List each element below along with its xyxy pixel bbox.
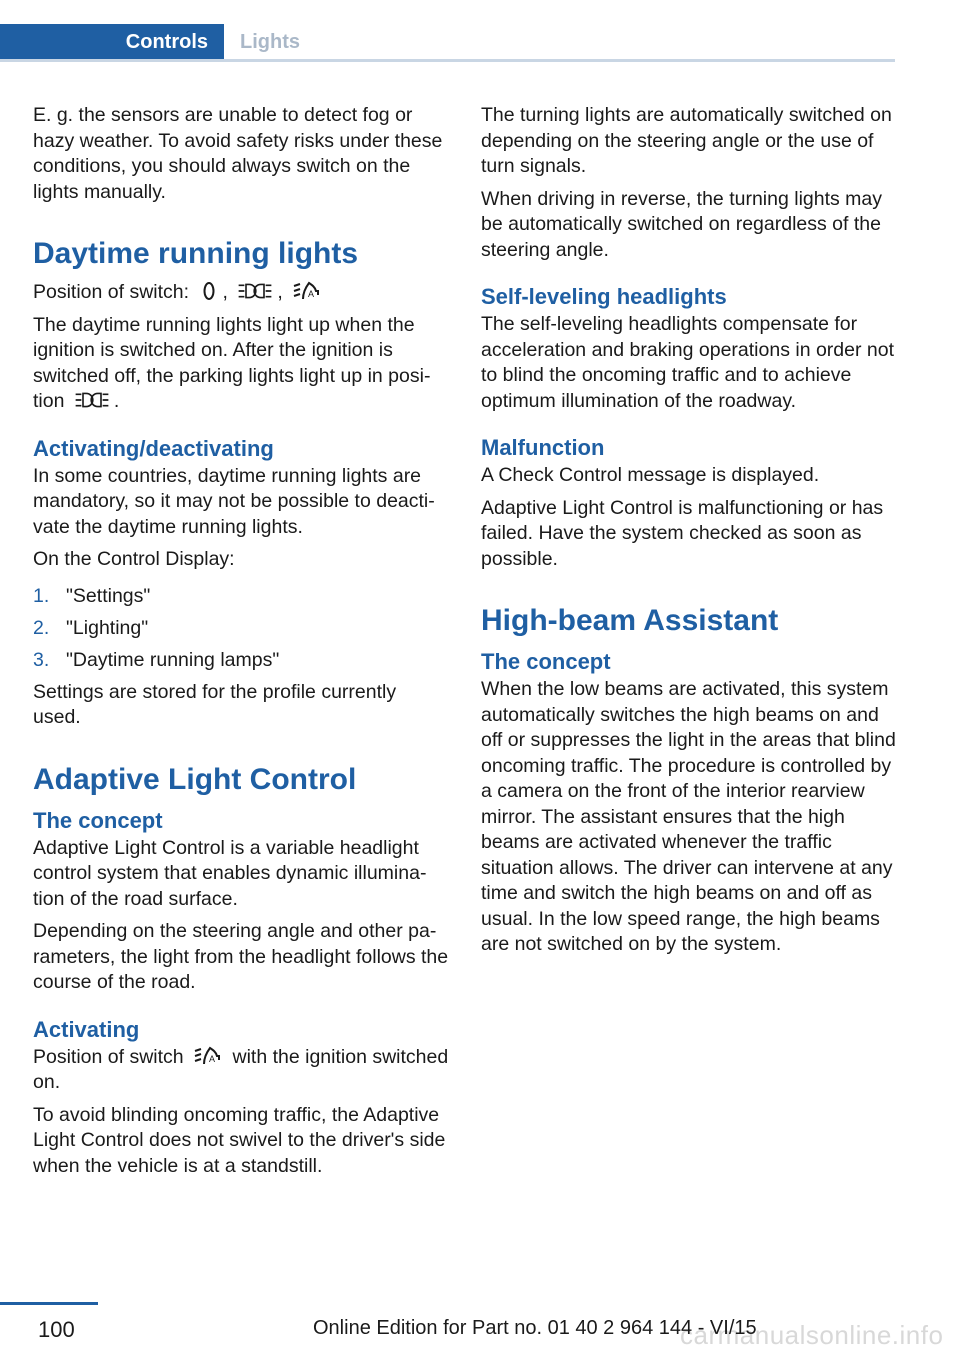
turning-lights-body: The turning lights are automatically switched on depending on the steering angle or the use of turn signals. bbox=[481, 104, 892, 177]
drl-body-text: The daytime running lights light up when the ignition is switched on. After the ignition is switched off, the parking lights light up in position bbox=[33, 313, 431, 412]
drl-body: The daytime running lights light up when the ignition is switched on. After the ignition is switched off, the parking lights light up in position . bbox=[33, 313, 431, 412]
drl-switch-positions: Position of switch: , , A bbox=[33, 280, 449, 306]
right-column bbox=[481, 103, 901, 965]
list-item bbox=[33, 612, 449, 644]
auto-headlight-icon bbox=[292, 280, 322, 302]
step-text: "Settings" bbox=[66, 584, 151, 607]
parking-lights-icon bbox=[237, 280, 273, 302]
heading-the-concept: The concept bbox=[33, 807, 163, 833]
settings-steps-list bbox=[33, 580, 449, 676]
svg-text:A: A bbox=[308, 289, 315, 299]
list-item bbox=[33, 644, 449, 676]
activating-suffix: with the ignition switched on. bbox=[33, 1045, 449, 1093]
activating-prefix: Position of switch bbox=[33, 1045, 184, 1068]
heading-malfunction: Malfunction bbox=[481, 435, 605, 460]
step-text: "Daytime running lamps" bbox=[66, 648, 280, 671]
reverse-body: When driving in reverse, the turning lights may be automatically switched on regardless of the steering angle. bbox=[481, 187, 883, 261]
heading-hba-concept: The concept bbox=[481, 649, 611, 674]
heading-activating: Activating bbox=[33, 1016, 140, 1042]
control-display-label: On the Control Display: bbox=[33, 548, 235, 570]
footer-divider bbox=[0, 1302, 98, 1305]
switch-zero-icon bbox=[199, 280, 219, 302]
blinding-body: To avoid blinding oncoming traffic, the Adaptive Light Control does not swivel to the driver's side when the vehicle is at a standstill. bbox=[33, 1103, 446, 1177]
depending-body: Depending on the steering angle and other parameters, the light from the headlight follows the course of the road. bbox=[33, 920, 449, 993]
tab-controls[interactable]: Controls bbox=[0, 24, 224, 60]
auto-headlight-icon bbox=[193, 1045, 223, 1067]
heading-daytime-running-lights: Daytime running lights bbox=[33, 237, 359, 270]
step-number: 2. bbox=[33, 616, 50, 639]
hba-body: When the low beams are activated, this system automatically switches the high beams on and off or suppresses the light in the areas that blind oncoming traffic. The procedure is controlled by a camera on the front of the interior rearview mirror. The assistant ensures that the high beams are activated whenever the traffic situation allows. The driver can intervene at any time and switch the high beams on and off as usual. In the low speed range, the high beams are not switched on by the system. bbox=[481, 678, 896, 955]
self-leveling-body: The self-leveling headlights compensate for acceleration and braking operations in order not to blind the oncoming traffic and to achieve optimum illumination of the roadway. bbox=[481, 313, 895, 412]
list-item bbox=[33, 580, 449, 612]
heading-adaptive-light-control: Adaptive Light Control bbox=[33, 762, 357, 796]
malfunction-body-1: A Check Control message is displayed. bbox=[481, 464, 820, 486]
malfunction-body-2: Adaptive Light Control is malfunctioning or has failed. Have the system checked as soon as possible. bbox=[481, 496, 884, 570]
drl-position-label: Position of switch: bbox=[33, 281, 190, 303]
heading-high-beam-assistant: High-beam Assistant bbox=[481, 604, 779, 637]
settings-stored-text: Settings are stored for the profile currently used. bbox=[33, 680, 397, 728]
online-edition-label: Online Edition for Part no. 01 40 2 964 144 - VI/15 bbox=[313, 1317, 757, 1339]
svg-text:A: A bbox=[209, 1053, 216, 1064]
page-number: 100 bbox=[38, 1317, 75, 1342]
step-text: "Lighting" bbox=[66, 616, 149, 639]
heading-self-leveling: Self-leveling headlights bbox=[481, 284, 727, 309]
step-number: 3. bbox=[33, 648, 50, 671]
activating-switch-text bbox=[33, 1045, 449, 1096]
concept-body: Adaptive Light Control is a variable headlight control system that enables dynamic illumination of the road surface. bbox=[33, 836, 427, 910]
step-number: 1. bbox=[33, 584, 50, 607]
parking-lights-icon bbox=[74, 389, 110, 411]
intro-paragraph: E. g. the sensors are unable to detect fog or hazy weather. To avoid safety risks under these conditions, you should always switch on the lights manually. bbox=[33, 104, 443, 203]
activating-body: In some countries, daytime running lights are mandatory, so it may not be possible to deactivate the daytime running lights. bbox=[33, 464, 435, 538]
tab-lights[interactable]: Lights bbox=[240, 30, 300, 53]
chapter-header bbox=[0, 24, 895, 62]
heading-activating-deactivating: Activating/deactivating bbox=[33, 435, 274, 461]
watermark: carmanualsonline.info bbox=[680, 1320, 944, 1350]
left-column bbox=[33, 103, 449, 1186]
header-divider bbox=[0, 59, 895, 62]
